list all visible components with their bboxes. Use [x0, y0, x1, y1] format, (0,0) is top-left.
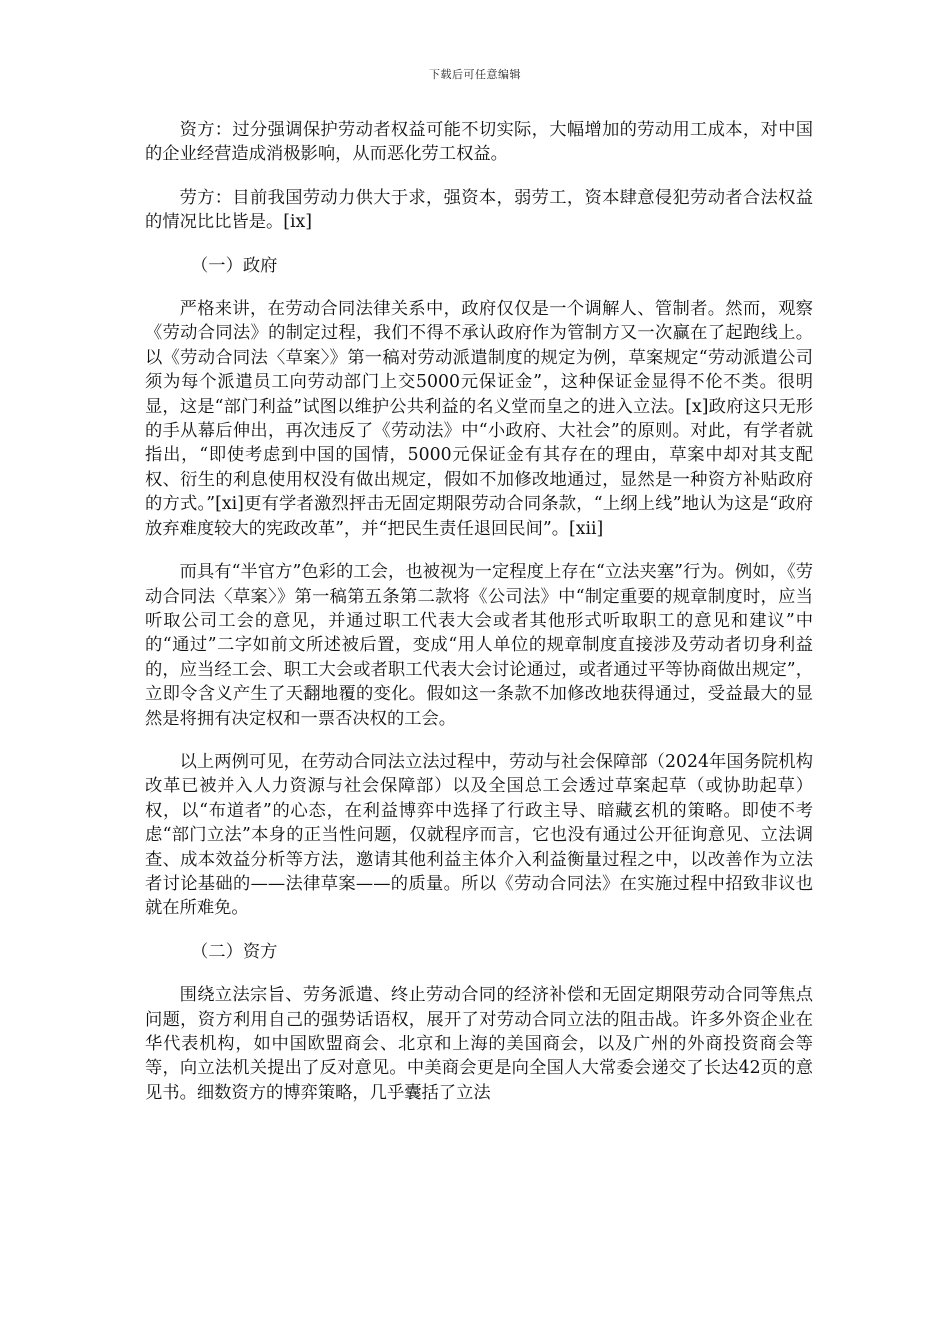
paragraph-capital-strategy: 围绕立法宗旨、劳务派遣、终止劳动合同的经济补偿和无固定期限劳动合同等焦点问题，资方利用自己的强势话语权，展开了对劳动合同立法的阻击战。许多外资企业在华代表机构，如中国欧盟商会、北京和上海的美国商会，以及广州的外商投资商会等等，向立法机关提出了反对意见。中美商会更是向全国人大常委会递交了长达42页的意见书。细数资方的博弈策略，几乎囊括了立法: [145, 985, 813, 1103]
paragraph-government-role: 严格来讲，在劳动合同法律关系中，政府仅仅是一个调解人、管制者。然而，观察《劳动合同法》的制定过程，我们不得不承认政府作为管制方又一次赢在了起跑线上。以《劳动合同法〈草案〉》第一稿对劳动派遣制度的规定为例，草案规定“劳动派遣公司须为每个派遣员工向劳动部门上交5000元保证金”，这种保证金显得不伦不类。很明显，这是“部门利益”试图以维护公共利益的名义堂而皇之的进入立法。[x]政府这只无形的手从幕后伸出，再次违反了《劳动法》中“小政府、大社会”的原则。对此，有学者就指出，“即使考虑到中国的国情，5000元保证金有其存在的理由，草案中却对其支配权、衍生的利息使用权没有做出规定，假如不加修改地通过，显然是一种资方补贴政府的方式。”[xi]更有学者激烈抨击无固定期限劳动合同条款，“上纲上线”地认为这是“政府放弃难度较大的宪政改革”，并“把民生责任退回民间”。[xii]: [145, 299, 813, 539]
section-heading-government: （一）政府: [191, 255, 278, 276]
page-header-note: 下载后可任意编辑: [429, 68, 521, 81]
section-heading-capital: （二）资方: [191, 941, 278, 962]
document-body: [145, 118, 813, 1105]
paragraph-trade-union: 而具有“半官方”色彩的工会，也被视为一定程度上存在“立法夹塞”行为。例如，《劳动合同法〈草案〉》第一稿第五条第二款将《公司法》中“制定重要的规章制度时，应当听取公司工会的意见，并通过职工代表大会或者其他形式听取职工的意见和建议”中的“通过”二字如前文所述被后置，变成“用人单位的规章制度直接涉及劳动者切身利益的，应当经工会、职工大会或者职工代表大会讨论通过，或者通过平等协商做出规定”，立即令含义产生了天翻地覆的变化。假如这一条款不加修改地获得通过，受益最大的显然是将拥有决定权和一票否决权的工会。: [145, 562, 813, 729]
paragraph-two-examples: 以上两例可见，在劳动合同法立法过程中，劳动与社会保障部（2024年国务院机构改革已被并入人力资源与社会保障部）以及全国总工会透过草案起草（或协助起草）权，以“布道者”的心态，在利益博弈中选择了行政主导、暗藏玄机的策略。即使不考虑“部门立法”本身的正当性问题，仅就程序而言，它也没有通过公开征询意见、立法调查、成本效益分析等方法，邀请其他利益主体介入利益衡量过程之中，以改善作为立法者讨论基础的——法律草案——的质量。所以《劳动合同法》在实施过程中招致非议也就在所难免。: [145, 751, 813, 919]
paragraph-labor-view: 劳方：目前我国劳动力供大于求，强资本，弱劳工，资本肆意侵犯劳动者合法权益的情况比比皆是。[ix]: [145, 187, 813, 233]
paragraph-capital-view: 资方：过分强调保护劳动者权益可能不切实际，大幅增加的劳动用工成本，对中国的企业经营造成消极影响，从而恶化劳工权益。: [145, 120, 813, 165]
